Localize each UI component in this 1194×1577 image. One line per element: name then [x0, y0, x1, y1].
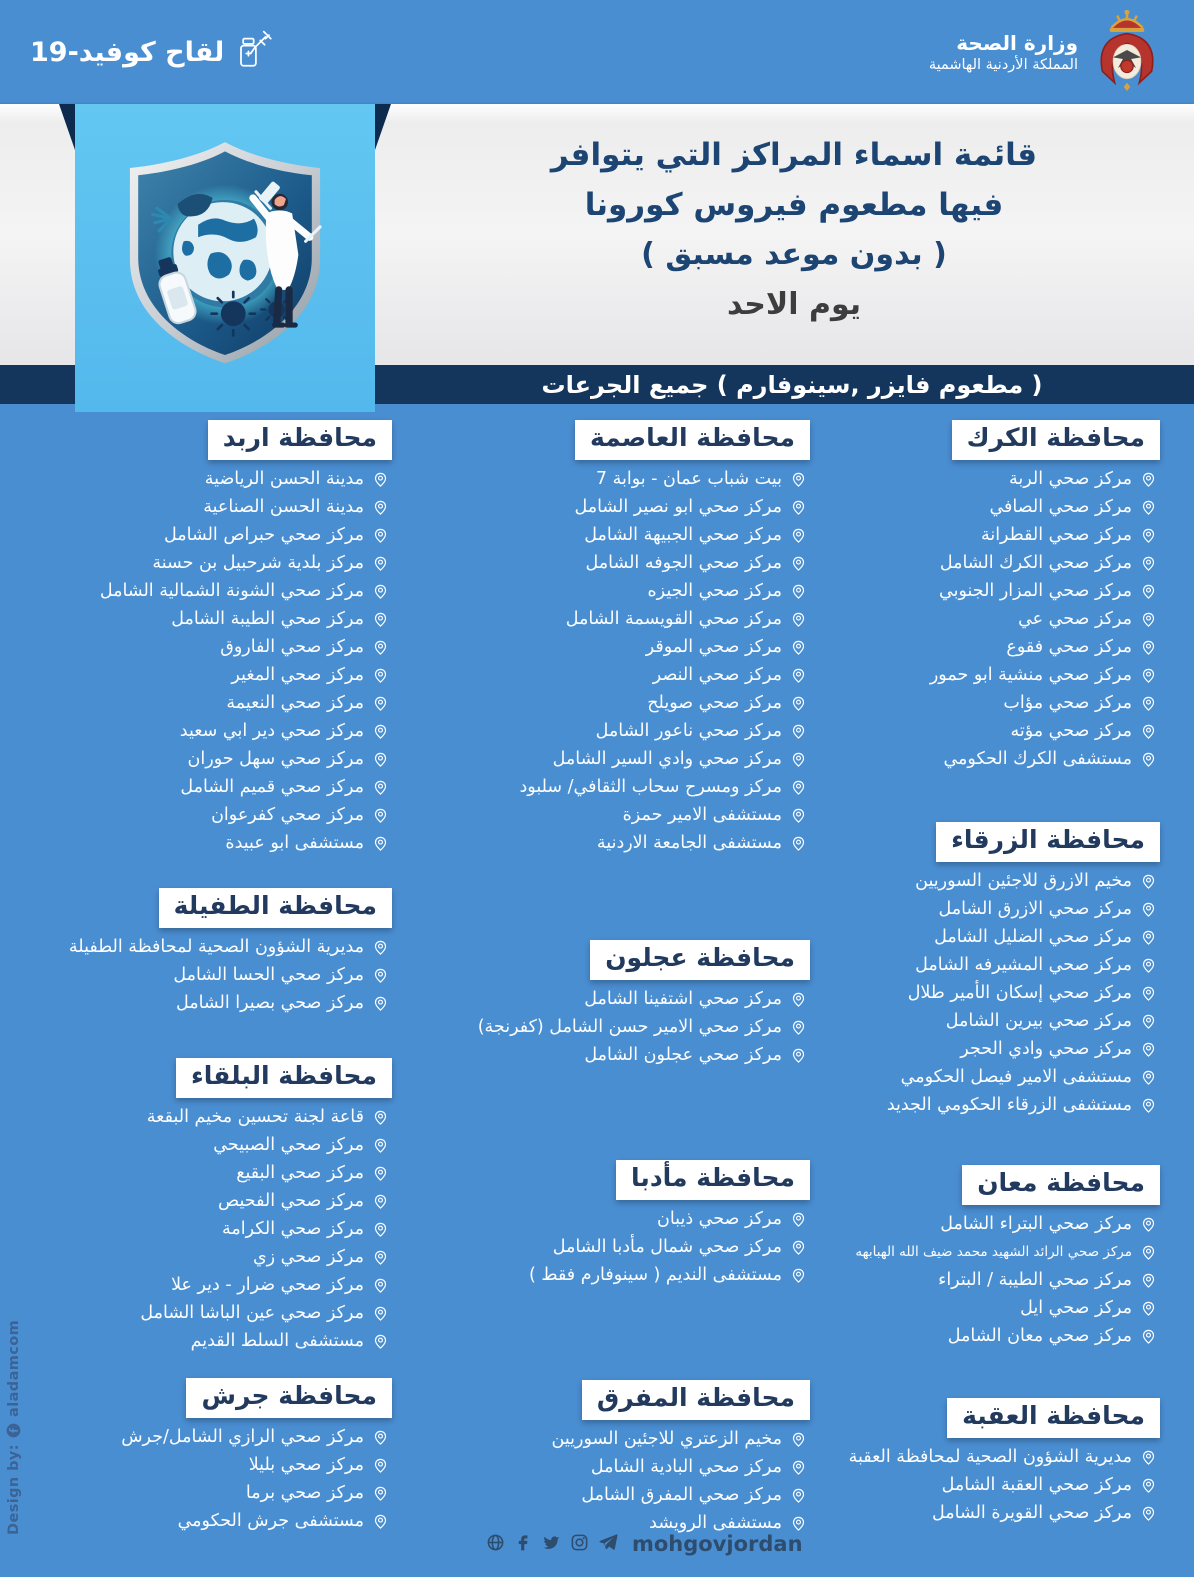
- center-name: مستشفى النديم ( سينوفارم فقط ): [528, 1265, 782, 1286]
- location-pin-icon: [373, 528, 388, 543]
- center-name: مستشفى ابو عبيدة: [225, 833, 364, 854]
- governorate-title: محافظة المفرق: [596, 1383, 795, 1412]
- center-name: مركز صحي الطيبة / البتراء: [938, 1270, 1132, 1291]
- governorate-title: محافظة العاصمة: [589, 423, 795, 452]
- governorate-header: [575, 420, 810, 460]
- center-name: مركز صحي الفاروق: [220, 637, 364, 658]
- center-name: مستشفى الرويشد: [649, 1513, 782, 1534]
- location-pin-icon: [1141, 1014, 1156, 1029]
- location-pin-icon: [1141, 1301, 1156, 1316]
- governorate-title: محافظة البلقاء: [191, 1061, 377, 1090]
- centers-list-group: [800, 1443, 1160, 1527]
- ribbon-fold-left: [59, 104, 75, 150]
- governorate-section: [800, 420, 1160, 773]
- center-name: مركز صحي عي: [1018, 609, 1132, 630]
- instagram-icon[interactable]: [570, 1533, 589, 1556]
- center-list-item: [420, 577, 810, 605]
- globe-icon[interactable]: [486, 1533, 505, 1556]
- center-list-item: [800, 979, 1160, 1007]
- governorate-section: [420, 940, 810, 1069]
- center-name: مركز صحي الضليل الشامل: [934, 927, 1132, 948]
- center-list-item: [800, 549, 1160, 577]
- location-pin-icon: [373, 1278, 388, 1293]
- center-name: مركز صحي وادي الحجر: [960, 1039, 1132, 1060]
- ribbon-fold-right: [375, 104, 391, 150]
- center-name: مركز صحي النصر: [652, 665, 782, 686]
- center-name: مركز صحي العقبة الشامل: [941, 1475, 1132, 1496]
- governorate-header: [590, 940, 810, 980]
- center-list-item: [800, 577, 1160, 605]
- center-list-item: [420, 1041, 810, 1069]
- location-pin-icon: [1141, 1042, 1156, 1057]
- day-label: يوم الاحد: [726, 287, 862, 322]
- center-name: مركز صحي فقوع: [1006, 637, 1132, 658]
- center-list-item: [420, 1481, 810, 1509]
- centers-list-group: [420, 985, 810, 1069]
- center-name: مدينة الحسن الرياضية: [204, 469, 364, 490]
- centers-list-group: [12, 1103, 392, 1355]
- social-links: [486, 1532, 803, 1556]
- center-list-item: [12, 1479, 392, 1507]
- center-name: مركز صحي الرازي الشامل/جرش: [121, 1427, 364, 1448]
- governorate-section: [420, 420, 810, 857]
- center-list-item: [800, 717, 1160, 745]
- location-pin-icon: [373, 668, 388, 683]
- governorate-section: [12, 1058, 392, 1355]
- center-name: مركز صحي زي: [252, 1247, 364, 1268]
- center-list-item: [12, 1243, 392, 1271]
- governorate-title: محافظة جرش: [201, 1381, 377, 1410]
- location-pin-icon: [373, 968, 388, 983]
- center-list-item: [800, 1294, 1160, 1322]
- center-name: مركز صحي البقيع: [236, 1163, 364, 1184]
- center-list-item: [12, 1271, 392, 1299]
- center-name: مخيم الازرق للاجئين السوريين: [915, 871, 1132, 892]
- center-list-item: [12, 1299, 392, 1327]
- location-pin-icon: [373, 1306, 388, 1321]
- center-list-item: [420, 549, 810, 577]
- center-list-item: [800, 1007, 1160, 1035]
- center-name: مديرية الشؤون الصحية لمحافظة العقبة: [848, 1447, 1132, 1468]
- governorate-header: [936, 822, 1160, 862]
- governorate-header: [962, 1165, 1160, 1205]
- center-name: مستشفى جرش الحكومي: [177, 1511, 364, 1532]
- center-list-item: [800, 1266, 1160, 1294]
- governorate-header: [186, 1378, 392, 1418]
- center-name: مستشفى الزرقاء الحكومي الجديد: [886, 1095, 1132, 1116]
- center-name: مركز صحي الحسا الشامل: [173, 965, 364, 986]
- center-list-item: [800, 521, 1160, 549]
- center-list-item: [800, 493, 1160, 521]
- location-pin-icon: [1141, 500, 1156, 515]
- location-pin-icon: [1141, 1329, 1156, 1344]
- center-list-item: [420, 985, 810, 1013]
- location-pin-icon: [373, 556, 388, 571]
- location-pin-icon: [373, 584, 388, 599]
- center-list-item: [12, 1507, 392, 1535]
- center-name: مديرية الشؤون الصحية لمحافظة الطفيلة: [68, 937, 364, 958]
- center-list-item: [12, 493, 392, 521]
- center-name: مركز صحي بصيرا الشامل: [175, 993, 364, 1014]
- designer-name: aladamcom: [6, 1320, 22, 1418]
- governorate-header: [208, 420, 392, 460]
- center-list-item: [800, 1210, 1160, 1238]
- location-pin-icon: [373, 696, 388, 711]
- center-list-item: [420, 1013, 810, 1041]
- governorate-title: محافظة عجلون: [605, 943, 795, 972]
- location-pin-icon: [373, 940, 388, 955]
- center-list-item: [800, 661, 1160, 689]
- center-list-item: [12, 1103, 392, 1131]
- center-name: مركز بلدية شرحبيل بن حسنة: [152, 553, 364, 574]
- center-name: مركز صحي وادي السير الشامل: [552, 749, 782, 770]
- governorate-title: محافظة الزرقاء: [951, 825, 1145, 854]
- center-list-item: [12, 1187, 392, 1215]
- location-pin-icon: [1141, 668, 1156, 683]
- ministry-name: وزارة الصحة: [956, 30, 1078, 55]
- location-pin-icon: [1141, 528, 1156, 543]
- center-list-item: [12, 745, 392, 773]
- center-list-item: [12, 1451, 392, 1479]
- governorate-section: [12, 420, 392, 857]
- center-list-item: [800, 1035, 1160, 1063]
- center-name: مركز صحي الصبيحي: [213, 1135, 364, 1156]
- design-credit: [6, 1320, 22, 1535]
- location-pin-icon: [1141, 752, 1156, 767]
- location-pin-icon: [1141, 1273, 1156, 1288]
- centers-list-group: [12, 465, 392, 857]
- location-pin-icon: [1141, 1245, 1156, 1260]
- center-list-item: [800, 1238, 1160, 1266]
- center-name: مركز صحي الامير حسن الشامل (كفرنجة): [477, 1017, 782, 1038]
- governorate-title: محافظة العقبة: [962, 1401, 1145, 1430]
- location-pin-icon: [373, 780, 388, 795]
- governorate-title: محافظة الطفيلة: [173, 891, 377, 920]
- location-pin-icon: [1141, 472, 1156, 487]
- center-name: مركز صحي ايل: [1020, 1298, 1132, 1319]
- kingdom-name: المملكة الأردنية الهاشمية: [928, 56, 1078, 73]
- center-list-item: [800, 1471, 1160, 1499]
- center-name: مركز صحي اشتفينا الشامل: [584, 989, 782, 1010]
- center-name: مركز صحي القويسمة الشامل: [565, 609, 782, 630]
- center-list-item: [800, 1322, 1160, 1350]
- governorate-title: محافظة اربد: [222, 423, 377, 452]
- centers-list-group: [800, 465, 1160, 773]
- center-name: مركز صحي برما: [245, 1483, 364, 1504]
- center-list-item: [12, 633, 392, 661]
- location-pin-icon: [1141, 1070, 1156, 1085]
- location-pin-icon: [1141, 724, 1156, 739]
- location-pin-icon: [1141, 874, 1156, 889]
- location-pin-icon: [1141, 1450, 1156, 1465]
- center-list-item: [12, 1423, 392, 1451]
- location-pin-icon: [1141, 584, 1156, 599]
- center-name: مركز صحي الازرق الشامل: [938, 899, 1132, 920]
- location-pin-icon: [373, 1430, 388, 1445]
- vaccine-types-label: ( مطعوم فايزر ,سينوفارم ) جميع الجرعات: [541, 370, 1043, 399]
- governorate-section: [800, 822, 1160, 1119]
- center-name: مخيم الزعتري للاجئين السوريين: [551, 1429, 782, 1450]
- location-pin-icon: [373, 500, 388, 515]
- center-list-item: [420, 1261, 810, 1289]
- center-list-item: [12, 661, 392, 689]
- center-list-item: [12, 549, 392, 577]
- center-name: مركز صحي الصافي: [989, 497, 1132, 518]
- location-pin-icon: [373, 996, 388, 1011]
- center-list-item: [420, 773, 810, 801]
- center-name: مركز صحي بيرين الشامل: [945, 1011, 1132, 1032]
- centers-list-group: [12, 933, 392, 1017]
- location-pin-icon: [373, 1334, 388, 1349]
- center-list-item: [12, 689, 392, 717]
- center-name: مركز صحي القويرة الشامل: [932, 1503, 1132, 1524]
- center-name: مركز صحي منشية ابو حمور: [929, 665, 1132, 686]
- center-list-item: [12, 961, 392, 989]
- location-pin-icon: [373, 836, 388, 851]
- location-pin-icon: [1141, 986, 1156, 1001]
- center-name: مركز صحي عين الباشا الشامل: [140, 1303, 364, 1324]
- center-list-item: [12, 933, 392, 961]
- twitter-icon[interactable]: [542, 1533, 561, 1556]
- center-list-item: [420, 829, 810, 857]
- centers-list-group: [420, 465, 810, 857]
- centers-list-group: [420, 1205, 810, 1289]
- center-name: مركز صحي الشونة الشمالية الشامل: [99, 581, 364, 602]
- location-pin-icon: [373, 612, 388, 627]
- center-list-item: [420, 1425, 810, 1453]
- center-name: مركز صحي الكرك الشامل: [939, 553, 1132, 574]
- center-name: مركز صحي سهل حوران: [187, 749, 364, 770]
- center-list-item: [800, 867, 1160, 895]
- location-pin-icon: [373, 1486, 388, 1501]
- center-list-item: [800, 605, 1160, 633]
- center-list-item: [800, 633, 1160, 661]
- center-list-item: [12, 829, 392, 857]
- center-list-item: [12, 1131, 392, 1159]
- center-name: مركز صحي الفحيص: [218, 1191, 364, 1212]
- center-list-item: [420, 745, 810, 773]
- center-list-item: [420, 605, 810, 633]
- vaccine-shield-icon: [111, 138, 339, 412]
- center-name: مركز صحي عجلون الشامل: [584, 1045, 782, 1066]
- center-name: مركز صحي شمال مأدبا الشامل: [552, 1237, 782, 1258]
- center-name: مركز صحي الجبيهة الشامل: [584, 525, 782, 546]
- column-middle: [420, 0, 810, 1577]
- center-name: مركز صحي ابو نصير الشامل: [574, 497, 782, 518]
- center-name: مركز صحي الربة: [1009, 469, 1132, 490]
- center-name: مركز ومسرح سحاب الثقافي/ سلبود: [519, 777, 782, 798]
- center-name: مركز صحي صويلح: [647, 693, 782, 714]
- center-list-item: [420, 717, 810, 745]
- location-pin-icon: [1141, 958, 1156, 973]
- location-pin-icon: [373, 752, 388, 767]
- center-name: مركز صحي قميم الشامل: [180, 777, 364, 798]
- center-name: مركز صحي ذيبان: [656, 1209, 782, 1230]
- location-pin-icon: [373, 1166, 388, 1181]
- center-name: بيت شباب عمان - بوابة 7: [595, 469, 782, 490]
- governorate-header: [582, 1380, 810, 1420]
- center-name: مستشفى الامير فيصل الحكومي: [900, 1067, 1132, 1088]
- centers-list-group: [800, 1210, 1160, 1350]
- center-name: مركز صحي الموقر: [645, 637, 782, 658]
- center-name: مستشفى الامير حمزة: [622, 805, 782, 826]
- center-name: مركز صحي ضرار - دير علا: [171, 1275, 364, 1296]
- center-list-item: [420, 661, 810, 689]
- center-list-item: [420, 633, 810, 661]
- location-pin-icon: [373, 1514, 388, 1529]
- center-name: مركز صحي حبراص الشامل: [164, 525, 364, 546]
- center-name: مركز صحي ناعور الشامل: [595, 721, 782, 742]
- design-by-label: Design by:: [6, 1444, 22, 1535]
- governorate-section: [420, 1380, 810, 1537]
- center-name: مركز صحي المغير: [231, 665, 364, 686]
- location-pin-icon: [1141, 612, 1156, 627]
- center-name: مدينة الحسن الصناعية: [203, 497, 364, 518]
- center-list-item: [12, 521, 392, 549]
- center-list-item: [12, 801, 392, 829]
- governorate-section: [12, 1378, 392, 1535]
- location-pin-icon: [373, 1194, 388, 1209]
- location-pin-icon: [1141, 696, 1156, 711]
- center-name: مركز صحي إسكان الأمير طلال: [907, 983, 1132, 1004]
- center-name: مركز صحي مؤته: [1010, 721, 1132, 742]
- location-pin-icon: [373, 1458, 388, 1473]
- center-name: مركز صحي المزار الجنوبي: [939, 581, 1132, 602]
- location-pin-icon: [373, 640, 388, 655]
- center-name: مركز صحي كفرعوان: [211, 805, 364, 826]
- location-pin-icon: [373, 1138, 388, 1153]
- center-list-item: [800, 745, 1160, 773]
- center-name: قاعة لجنة تحسين مخيم البقعة: [146, 1107, 364, 1128]
- centers-list-group: [420, 1425, 810, 1537]
- center-name: مركز صحي القطرانة: [980, 525, 1132, 546]
- center-list-item: [420, 521, 810, 549]
- center-list-item: [12, 1327, 392, 1355]
- title-line-1: قائمة اسماء المراكز التي يتوافر: [550, 137, 1038, 173]
- governorate-header: [176, 1058, 392, 1098]
- center-name: مركز صحي النعيمة: [226, 693, 364, 714]
- governorate-section: [800, 1165, 1160, 1350]
- telegram-icon[interactable]: [598, 1532, 618, 1556]
- location-pin-icon: [1141, 1506, 1156, 1521]
- center-name: مركز صحي الجيزه: [647, 581, 782, 602]
- center-list-item: [12, 717, 392, 745]
- center-name: مركز صحي البتراء الشامل: [940, 1214, 1132, 1235]
- center-list-item: [800, 465, 1160, 493]
- title-line-2: فيها مطعوم فيروس كورونا: [584, 187, 1004, 223]
- brand-label: لقاح كوفيد-19: [30, 36, 225, 68]
- center-name: مركز صحي المشيرفه الشامل: [915, 955, 1132, 976]
- location-pin-icon: [1141, 1478, 1156, 1493]
- center-name: مركز صحي الجوفه الشامل: [585, 553, 782, 574]
- center-list-item: [12, 1215, 392, 1243]
- center-list-item: [420, 1205, 810, 1233]
- governorate-title: محافظة مأدبا: [631, 1163, 795, 1192]
- center-list-item: [800, 689, 1160, 717]
- facebook-circle-icon: [7, 1423, 22, 1438]
- governorate-section: [12, 888, 392, 1017]
- center-list-item: [12, 773, 392, 801]
- location-pin-icon: [1141, 1098, 1156, 1113]
- center-name: مركز صحي معان الشامل: [947, 1326, 1132, 1347]
- centers-list-group: [800, 867, 1160, 1119]
- location-pin-icon: [373, 472, 388, 487]
- location-pin-icon: [1141, 640, 1156, 655]
- location-pin-icon: [1141, 1217, 1156, 1232]
- center-list-item: [800, 895, 1160, 923]
- location-pin-icon: [1141, 930, 1156, 945]
- location-pin-icon: [373, 724, 388, 739]
- governorate-header: [159, 888, 392, 928]
- center-name: مركز صحي الطيبة الشامل: [171, 609, 364, 630]
- column-right: [800, 0, 1160, 1577]
- governorate-section: [420, 1160, 810, 1289]
- center-name: مركز صحي الرائد الشهيد محمد ضيف الله الهبابهه: [855, 1244, 1132, 1261]
- center-name: مركز صحي البادية الشامل: [590, 1457, 782, 1478]
- center-list-item: [800, 1443, 1160, 1471]
- center-list-item: [12, 577, 392, 605]
- center-list-item: [800, 1063, 1160, 1091]
- governorate-header: [947, 1398, 1160, 1438]
- center-name: مستشفى السلط القديم: [190, 1331, 364, 1352]
- title-line-3: ( بدون موعد مسبق ): [641, 237, 947, 272]
- location-pin-icon: [1141, 556, 1156, 571]
- center-name: مستشفى الجامعة الاردنية: [596, 833, 782, 854]
- center-name: مركز صحي المفرق الشامل: [581, 1485, 782, 1506]
- center-list-item: [12, 465, 392, 493]
- centers-list-group: [12, 1423, 392, 1535]
- location-pin-icon: [373, 1250, 388, 1265]
- center-list-item: [420, 689, 810, 717]
- center-list-item: [12, 989, 392, 1017]
- location-pin-icon: [373, 808, 388, 823]
- center-name: مركز صحي بليلا: [248, 1455, 364, 1476]
- center-name: مستشفى الكرك الحكومي: [943, 749, 1132, 770]
- governorate-header: [616, 1160, 810, 1200]
- social-handle[interactable]: mohgovjordan: [632, 1532, 803, 1556]
- facebook-icon[interactable]: [514, 1533, 533, 1556]
- center-list-item: [420, 465, 810, 493]
- center-name: مركز صحي الكرامة: [221, 1219, 364, 1240]
- center-list-item: [420, 1233, 810, 1261]
- center-name: مركز صحي دير ابي سعيد: [179, 721, 364, 742]
- center-list-item: [800, 1499, 1160, 1527]
- governorate-title: محافظة الكرك: [966, 423, 1145, 452]
- center-list-item: [800, 951, 1160, 979]
- governorate-header: [952, 420, 1160, 460]
- center-list-item: [12, 1159, 392, 1187]
- center-list-item: [420, 801, 810, 829]
- center-list-item: [420, 493, 810, 521]
- center-name: مركز صحي مؤاب: [1003, 693, 1132, 714]
- location-pin-icon: [373, 1222, 388, 1237]
- center-list-item: [12, 605, 392, 633]
- shield-ribbon: [75, 104, 375, 412]
- center-list-item: [800, 1091, 1160, 1119]
- governorate-section: [800, 1398, 1160, 1527]
- governorate-title: محافظة معان: [977, 1168, 1145, 1197]
- location-pin-icon: [373, 1110, 388, 1125]
- center-list-item: [800, 923, 1160, 951]
- location-pin-icon: [1141, 902, 1156, 917]
- center-list-item: [420, 1453, 810, 1481]
